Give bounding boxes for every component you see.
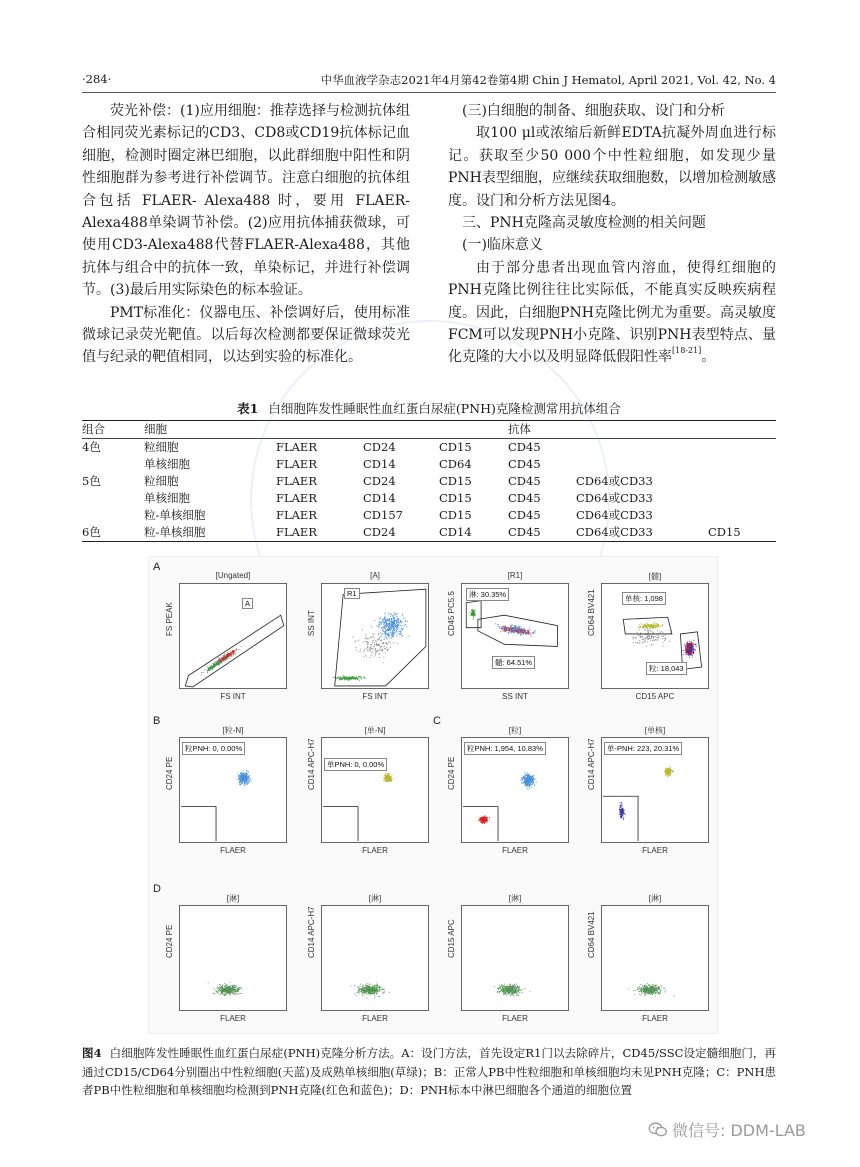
plot-d3-lymph-cd15: [淋] FLAER CD15 APC <box>461 893 569 1023</box>
wechat-watermark <box>648 1118 806 1141</box>
gran-count-label: 粒: 18,043 <box>646 662 687 675</box>
table-cell: CD15 <box>439 474 472 488</box>
table-bottom-rule <box>82 541 776 542</box>
plot-b2-canvas <box>322 738 428 842</box>
paragraph-compensation: 荧光补偿：(1)应用细胞：推荐选择与检测抗体组合相同荧光素标记的CD3、CD8或CD19抗体标记血细胞，检测时圈定淋巴细胞，以此群细胞中阳性和阴性细胞群为参考进行补偿调节。注意白细胞的抗体组合包括 FLAER- Alexa488 时，要用 FLAER-Alexa488单染调节补偿。(2)应用抗体捕获微球，可使用CD3-Alexa488代替FLAER-Alexa488，其他抗体与组合中的抗体一致，单染标记，并进行补偿调节。(3)最后用实际染色的标本验证。 <box>82 103 410 299</box>
table-cell: 5色 <box>82 474 101 488</box>
header-group: 组合 <box>82 422 105 436</box>
section-heading-clinical: (一)临床意义 <box>462 237 543 254</box>
table-cell: CD14 <box>363 491 396 505</box>
table-cell: FLAER <box>276 474 317 488</box>
flow-cytometry-figure <box>148 556 718 1034</box>
table-cell: CD24 <box>363 525 396 539</box>
plot-a1-ungated: [Ungated] A FS INT FS PEAK <box>179 571 287 701</box>
plot-b2-normal-mono: [单-N] 单PNH: 0, 0.00% FLAER CD14 APC-H7 <box>321 725 429 855</box>
table-cell: CD45 <box>508 508 541 522</box>
paragraph-preparation: 取100 μl或浓缩后新鲜EDTA抗凝外周血进行标记。获取至少50 000个中性粒细胞，如发现少量PNH表型细胞，应继续获取细胞数，以增加检测敏感度。设门和分析方法见图4。 <box>448 125 776 209</box>
header-rule <box>82 92 776 93</box>
table-cell: 粒细胞 <box>144 440 179 454</box>
myeloid-percent-label: 髓: 64.51% <box>492 656 535 669</box>
mono-count-label: 单核: 1,098 <box>622 592 666 605</box>
section-heading-sensitivity: 三、PNH克隆高灵敏度检测的相关问题 <box>462 215 706 232</box>
table-cell: CD15 <box>439 491 472 505</box>
plot-a2-r1: [A] R1 FS INT SS INT <box>321 571 429 701</box>
plot-d4-canvas <box>602 906 708 1010</box>
wechat-id-text: 微信号: DDM-LAB <box>672 1121 806 1140</box>
table-row <box>82 490 776 507</box>
paragraph-pmt: PMT标准化：仪器电压、补偿调好后，使用标准微球记录荧光靶值。以后每次检测都要保证微球荧光值与纪录的靶值相同，以达到实验的标准化。 <box>82 304 410 366</box>
table-cell: CD64或CD33 <box>576 508 653 522</box>
table-header-row <box>82 421 776 438</box>
table-cell: CD64 <box>439 457 472 471</box>
table-body <box>82 439 776 541</box>
table-cell: CD24 <box>363 474 396 488</box>
table-cell: CD15 <box>708 525 741 539</box>
antibody-table <box>82 420 776 542</box>
table-cell: 粒-单核细胞 <box>144 525 206 539</box>
table-title: 白细胞阵发性睡眠性血红蛋白尿症(PNH)克隆检测常用抗体组合 <box>268 401 621 416</box>
plot-a4-cd15-cd64: [髓] 单核: 1,098 粒: 18,043 CD15 APC CD64 BV421 <box>601 571 709 701</box>
table-cell: 单核细胞 <box>144 457 190 471</box>
table-cell: 粒细胞 <box>144 474 179 488</box>
table-cell: CD45 <box>508 440 541 454</box>
table-row <box>82 473 776 490</box>
table-cell: CD15 <box>439 508 472 522</box>
plot-a1-canvas <box>180 584 286 688</box>
plot-d1-lymph-cd24: [淋] FLAER CD24 PE <box>179 893 287 1023</box>
table-cell: CD24 <box>363 440 396 454</box>
table-cell: 6色 <box>82 525 101 539</box>
table-row <box>82 507 776 524</box>
table-label: 表1 <box>237 401 259 416</box>
figure-caption <box>82 1044 776 1100</box>
journal-citation: 中华血液学杂志2021年4月第42卷第4期 Chin J Hematol, April 2021, Vol. 42, No. 4 <box>320 73 776 87</box>
paragraph-clinical: 由于部分患者出现血管内溶血，使得红细胞的PNH克隆比例往往比实际低，不能真实反映疾病程度。因此，白细胞PNH克隆比例尤为重要。高灵敏度FCM可以发现PNH小克隆、识别PNH表型特点、量化克隆的大小以及明显降低假阳性率[18-21]。 <box>448 259 776 366</box>
plot-d2-lymph-cd14: [淋] FLAER CD14 APC-H7 <box>321 893 429 1023</box>
table-cell: FLAER <box>276 457 317 471</box>
table-cell: CD64或CD33 <box>576 474 653 488</box>
running-header <box>82 72 776 88</box>
panel-letter-d: D <box>153 883 161 895</box>
right-column <box>448 100 776 369</box>
table-cell: FLAER <box>276 508 317 522</box>
table-cell: FLAER <box>276 525 317 539</box>
table-cell: CD45 <box>508 457 541 471</box>
table-cell: FLAER <box>276 440 317 454</box>
c2-pnh-label: 单-PNH: 223, 20.31% <box>604 742 682 755</box>
table-cell: FLAER <box>276 491 317 505</box>
page-number: ·284· <box>82 72 112 86</box>
table-row <box>82 524 776 541</box>
table-caption <box>82 399 776 417</box>
gate-a-label: A <box>242 598 253 609</box>
table-cell: CD45 <box>508 525 541 539</box>
panel-letter-b: B <box>153 715 161 727</box>
gate-r1-label: R1 <box>344 588 360 599</box>
table-cell: 粒-单核细胞 <box>144 508 206 522</box>
section-heading-preparation: (三)白细胞的制备、细胞获取、设门和分析 <box>462 103 725 119</box>
figure-caption-text: 白细胞阵发性睡眠性血红蛋白尿症(PNH)克隆分析方法。A：设门方法，首先设定R1门以去除碎片，CD45/SSC设定髓细胞门，再通过CD15/CD64分别圈出中性粒细胞(天蓝)及成熟单核细胞(草绿)；B：正常人PB中性粒细胞和单核细胞均未见PNH克隆；C：PNH患者PB中性粒细胞和单核细胞均检测到PNH克隆(红色和蓝色)；D：PNH标本中淋巴细胞各个通道的细胞位置 <box>82 1046 776 1097</box>
b1-pnh-label: 粒PNH: 0, 0.00% <box>182 742 245 755</box>
table-cell: 4色 <box>82 440 101 454</box>
panel-letter-a: A <box>153 561 161 573</box>
table-cell: CD45 <box>508 491 541 505</box>
table-cell: CD14 <box>439 525 472 539</box>
table-cell: 单核细胞 <box>144 491 190 505</box>
panel-letter-c: C <box>433 715 441 727</box>
plot-d1-canvas <box>180 906 286 1010</box>
wechat-icon <box>648 1122 668 1138</box>
table-cell: CD64或CD33 <box>576 491 653 505</box>
reference-marker[interactable]: [18-21] <box>672 346 702 356</box>
plot-c1-pnh-gran: [粒] 粒PNH: 1,954, 10.83% FLAER CD24 PE <box>461 725 569 855</box>
table-row <box>82 439 776 456</box>
header-antibody: 抗体 <box>508 422 531 436</box>
table-cell: CD64或CD33 <box>576 525 653 539</box>
plot-b1-normal-gran: [粒-N] 粒PNH: 0, 0.00% FLAER CD24 PE <box>179 725 287 855</box>
plot-a3-cd45: [R1] 淋: 30.35% 髓: 64.51% SS INT CD45 PC5.5 <box>461 571 569 701</box>
plot-a2-canvas <box>322 584 428 688</box>
figure-label: 图4 <box>82 1046 102 1060</box>
c1-pnh-label: 粒PNH: 1,954, 10.83% <box>464 742 546 755</box>
table-row <box>82 456 776 473</box>
plot-d3-canvas <box>462 906 568 1010</box>
table-cell: CD45 <box>508 474 541 488</box>
lymph-percent-label: 淋: 30.35% <box>466 588 509 601</box>
plot-c2-pnh-mono: [单核] 单-PNH: 223, 20.31% FLAER CD14 APC-H7 <box>601 725 709 855</box>
plot-d2-canvas <box>322 906 428 1010</box>
table-cell: CD14 <box>363 457 396 471</box>
header-cells: 细胞 <box>144 422 167 436</box>
plot-d4-lymph-cd64: [淋] FLAER CD64 BV421 <box>601 893 709 1023</box>
left-column <box>82 100 410 369</box>
table-cell: CD15 <box>439 440 472 454</box>
table-cell: CD157 <box>363 508 403 522</box>
b2-pnh-label: 单PNH: 0, 0.00% <box>324 758 387 771</box>
